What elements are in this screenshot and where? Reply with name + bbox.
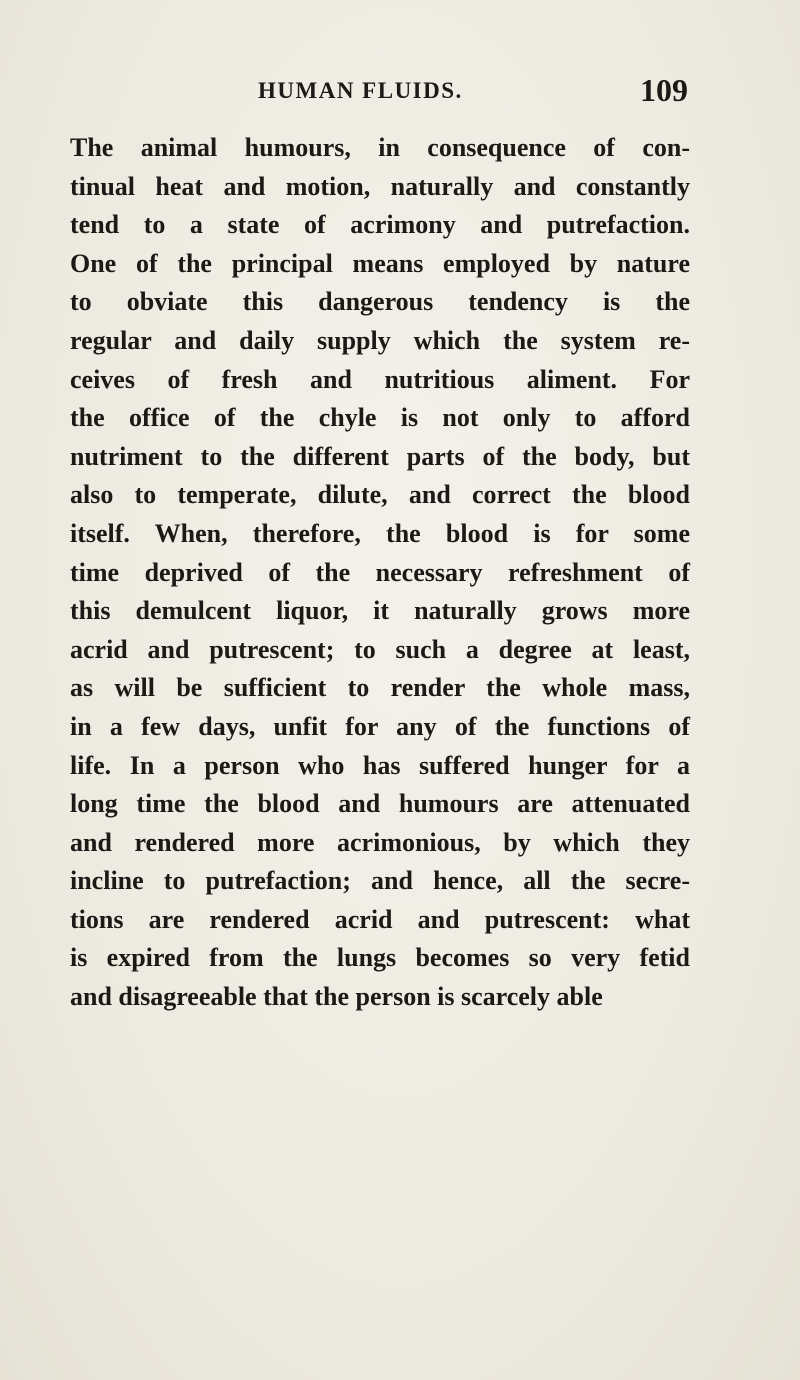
text-line: is expired from the lungs becomes so very fetid (70, 943, 690, 973)
text-line: to obviate this dangerous tendency is the (70, 287, 690, 317)
text-line: time deprived of the necessary refreshment of (70, 557, 690, 587)
text-line: One of the principal means employed by nature (70, 248, 690, 278)
text-line: regular and daily supply which the system re- (70, 325, 690, 355)
page-number: 109 (640, 72, 688, 108)
text-line: as will be sufficient to render the whole mass, (70, 673, 690, 703)
text-line: tend to a state of acrimony and putrefaction. (70, 210, 690, 240)
text-line: nutriment to the different parts of the body, but (70, 441, 690, 471)
text-line: acrid and putrescent; to such a degree at least, (70, 634, 690, 664)
text-line: life. In a person who has suffered hunger for a (70, 750, 690, 780)
text-line: incline to putrefaction; and hence, all the secre- (70, 866, 690, 896)
text-line: ceives of fresh and nutritious aliment. For (70, 364, 690, 394)
page-header (248, 72, 688, 112)
text-line: and disagreeable that the person is scarcely able (70, 982, 603, 1012)
text-line: this demulcent liquor, it naturally grows more (70, 596, 690, 626)
body-text (70, 129, 690, 1017)
text-line: The animal humours, in consequence of con- (70, 133, 690, 162)
text-line: also to temperate, dilute, and correct the blood (70, 480, 690, 510)
text-line: tions are rendered acrid and putrescent: what (70, 904, 690, 934)
text-line: tinual heat and motion, naturally and constantly (70, 171, 690, 201)
text-line: itself. When, therefore, the blood is for some (70, 518, 690, 548)
text-line: in a few days, unfit for any of the functions of (70, 711, 690, 741)
running-head: HUMAN FLUIDS. (258, 78, 463, 103)
text-line: the office of the chyle is not only to afford (70, 403, 690, 433)
text-line: long time the blood and humours are attenuated (70, 789, 690, 819)
text-line: and rendered more acrimonious, by which they (70, 827, 690, 857)
